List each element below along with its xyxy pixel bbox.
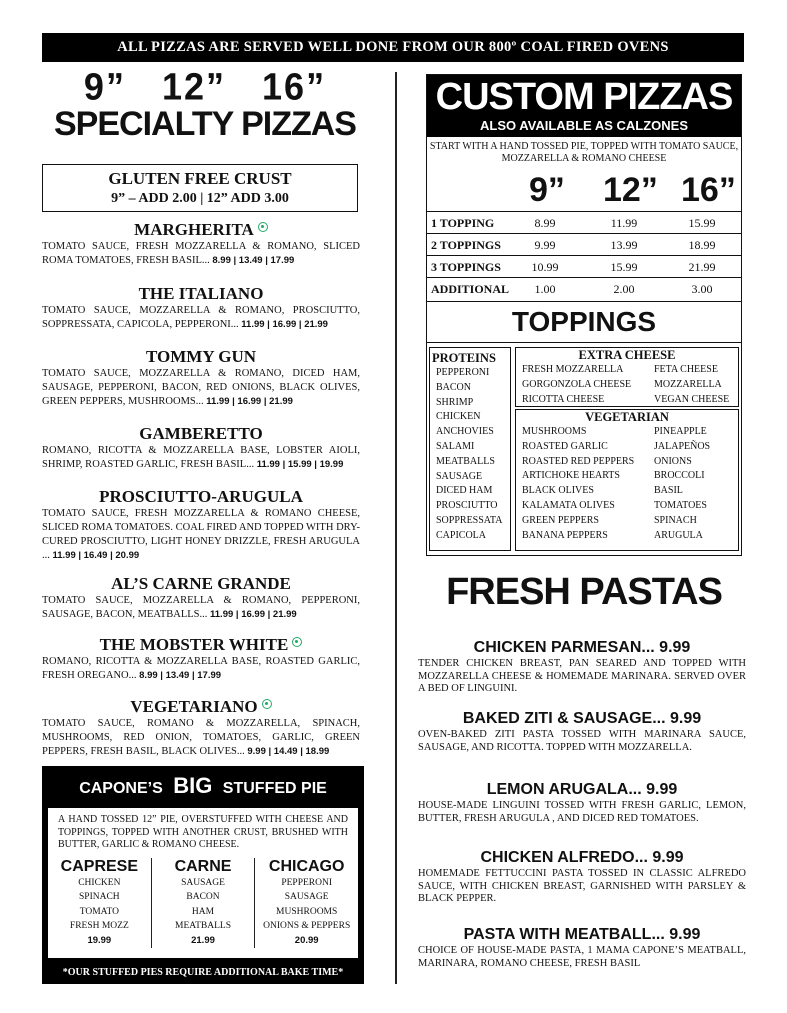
item-price: 9.99 | 14.49 | 18.99 [247,746,330,757]
cheese-item: FETA CHEESE [654,364,718,375]
stuffed-pie-title-b: STUFFED PIE [222,780,327,797]
pie-price: 21.99 [191,934,215,946]
veg-item: MUSHROOMS [522,426,587,437]
item-price: 11.99 | 15.99 | 19.99 [256,459,344,470]
stuffed-pie-options [48,858,358,948]
pasta-name: LEMON ARUGALA... 9.99 [486,781,678,798]
pie-caprese [48,858,151,948]
protein-item: SOPPRESSATA [436,514,503,526]
custom-pizzas-box [426,74,742,556]
menu-item-gamberetto [42,424,360,472]
custom-pizzas-title: CUSTOM PIZZAS [435,76,733,118]
price-row-label: 2 TOPPINGS [431,238,501,252]
item-price: 8.99 | 13.49 | 17.99 [212,255,295,266]
vegetarian-list [516,425,738,543]
proteins-box [429,347,511,551]
pie-ingredient: SAUSAGE [181,877,225,888]
vegetarian-icon [258,222,268,232]
pie-ingredient: TOMATO [79,906,119,917]
specialty-header [42,64,368,143]
pie-name: CARNE [174,857,232,875]
top-banner: ALL PIZZAS ARE SERVED WELL DONE FROM OUR 800º COAL FIRED OVENS [42,33,744,62]
item-desc: TOMATO SAUCE, MOZZARELLA & ROMANO, PROSCIUTTO, SOPPRESSATA, CAPICOLA, PEPPERONI... [42,305,360,330]
price-row [427,211,741,233]
pasta-desc: TENDER CHICKEN BREAST, PAN SEARED AND TOPPED WITH MOZZARELLA CHEESE & HOMEMADE MARINARA. SERVED OVER A BED OF LINGUINI. [418,658,746,694]
vegetarian-icon [292,637,302,647]
protein-item: BACON [436,381,472,393]
veg-item: BLACK OLIVES [522,485,594,497]
pasta-desc: HOUSE-MADE LINGUINI TOSSED WITH FRESH GARLIC, LEMON, BUTTER, FRESH ARUGULA , AND DICED RED TOMATOES. [418,800,746,824]
stuffed-pie-title-big: BIG [173,773,213,798]
size-16: 16” [681,171,736,209]
protein-item: PROSCIUTTO [436,500,498,512]
item-desc: TOMATO SAUCE, ROMANO & MOZZARELLA, SPINACH, MUSHROOMS, RED ONION, TOMATOES, GARLIC, GREEN PEPPERS, FRESH BASIL, BLACK OLIVES... [42,718,360,757]
menu-item-tommy-gun [42,347,360,409]
cheese-item: VEGAN CHEESE [654,393,730,405]
pie-price: 19.99 [87,934,112,946]
protein-item: DICED HAM [436,485,493,497]
custom-pizzas-subtitle: ALSO AVAILABLE AS CALZONES [480,118,688,133]
veg-item: GREEN PEPPERS [522,514,599,526]
stuffed-pie-box [42,766,364,984]
pie-ingredient: MUSHROOMS [276,906,338,917]
veg-item: ARTICHOKE HEARTS [522,470,620,482]
protein-item: CAPICOLA [436,529,487,541]
size-12: 12” [161,64,227,108]
veg-item: ARUGULA [654,529,703,541]
item-name: MARGHERITA [134,220,254,239]
veg-item: SPINACH [654,514,697,526]
item-desc: TOMATO SAUCE, MOZZARELLA & ROMANO, DICED HAM, SAUSAGE, PEPPERONI, BACON, RED ONIONS, BLACK OLIVES, GREEN PEPPERS, MUSHROOMS... [42,368,360,407]
specialty-title: SPECIALTY PIZZAS [53,105,356,143]
stuffed-pie-title [42,766,364,806]
menu-item-margherita [42,220,360,268]
item-desc: ROMANO, RICOTTA & MOZZARELLA BASE, ROASTED GARLIC, FRESH OREGANO... [42,656,360,681]
item-name: THE MOBSTER WHITE [99,635,289,654]
item-price: 11.99 | 16.49 | 20.99 [52,550,140,561]
menu-item-carne-grande [42,574,360,622]
custom-pizzas-intro: START WITH A HAND TOSSED PIE, TOPPED WITH TOMATO SAUCE, MOZZARELLA & ROMANO CHEESE [429,141,739,164]
protein-item: SAUSAGE [436,470,483,482]
item-desc: TOMATO SAUCE, FRESH MOZZARELLA & ROMANO, SLICED ROMA TOMATOES, FRESH BASIL... [42,241,360,266]
pie-carne [151,858,255,948]
menu-item-italiano [42,284,360,332]
price-16: 15.99 [688,216,716,230]
price-9: 10.99 [531,260,559,274]
price-9: 8.99 [534,216,556,230]
veg-item: JALAPEÑOS [654,440,711,452]
pasta-desc: CHOICE OF HOUSE-MADE PASTA, 1 MAMA CAPONE’S MEATBALL, MARINARA, ROMANO CHEESE, FRESH BASIL [418,945,746,969]
gluten-free-box [42,164,358,212]
menu-item-mobster-white [42,635,360,683]
item-name: THE ITALIANO [138,284,264,303]
custom-pizzas-header [427,75,741,137]
price-16: 18.99 [688,238,716,252]
item-price: 11.99 | 16.99 | 21.99 [206,396,293,407]
stuffed-pie-desc: A HAND TOSSED 12” PIE, OVERSTUFFED WITH CHEESE AND TOPPINGS, TOPPED WITH ANOTHER CRUST, BRUSHED WITH BUTTER, GARLIC & ROMANO CHEESE. [58,814,348,850]
price-12: 11.99 [610,216,638,230]
pasta-name: PASTA WITH MEATBALL... 9.99 [463,926,701,943]
veg-item: ROASTED GARLIC [522,440,608,452]
item-price: 8.99 | 13.49 | 17.99 [139,670,222,681]
pasta-desc: OVEN-BAKED ZITI PASTA TOSSED WITH MARINARA SAUCE, SAUSAGE, AND RICOTTA. TOPPED WITH MOZZARELLA. [418,729,746,753]
price-12: 15.99 [610,260,638,274]
price-16: 3.00 [691,282,713,296]
item-price: 11.99 | 16.99 | 21.99 [210,609,297,620]
stuffed-pie-note: *OUR STUFFED PIES REQUIRE ADDITIONAL BAKE TIME* [62,967,344,978]
pie-ingredient: CHICKEN [78,877,121,888]
pie-ingredient: SAUSAGE [284,892,329,902]
item-desc: TOMATO SAUCE, MOZZARELLA & ROMANO, PEPPERONI, SAUSAGE, BACON, MEATBALLS... [42,595,360,620]
price-row-label: 3 TOPPINGS [431,260,501,274]
pie-price: 20.99 [294,934,319,946]
item-name: TOMMY GUN [145,347,257,366]
cheese-item: GORGONZOLA CHEESE [522,378,632,390]
cheese-item: MOZZARELLA [654,378,722,390]
protein-item: MEATBALLS [436,455,495,467]
extra-cheese-list [516,363,738,407]
pie-ingredient: SPINACH [79,892,120,902]
pasta-desc: HOMEMADE FETTUCCINI PASTA TOSSED IN CLASSIC ALFREDO SAUCE, WITH CHICKEN BREAST, GARNISHED WITH PARSLEY & BLACK PEPPER. [418,868,746,904]
cheese-item: FRESH MOZZARELLA [522,364,624,375]
price-9: 9.99 [534,238,556,252]
extra-cheese-title: EXTRA CHEESE [578,348,676,362]
gluten-free-title: GLUTEN FREE CRUST [108,169,292,188]
pasta-item [418,638,746,696]
pastas-title: FRESH PASTAS [446,571,722,613]
veg-item: BROCCOLI [654,470,705,482]
column-divider [395,72,397,984]
pasta-item [418,780,746,825]
protein-item: SHRIMP [436,396,474,408]
specialty-sizes [42,64,368,108]
pasta-item [418,848,746,906]
veg-item: KALAMATA OLIVES [522,499,615,511]
pie-ingredient: PEPPERONI [281,877,333,888]
size-16: 16” [262,64,327,108]
size-9: 9” [83,64,126,108]
size-9: 9” [529,171,565,209]
pasta-item [418,925,746,970]
protein-item: ANCHOVIES [436,426,494,438]
price-row [427,255,741,277]
price-12: 13.99 [610,238,638,252]
item-name: VEGETARIANO [130,697,258,716]
protein-item: SALAMI [436,440,475,452]
vegetarian-box [515,409,739,551]
price-row [427,277,741,299]
pie-ingredient: ONIONS & PEPPERS [263,921,351,931]
toppings-title: TOPPINGS [427,301,741,343]
item-name: AL’S CARNE GRANDE [111,574,291,593]
item-desc: ROMANO, RICOTTA & MOZZARELLA BASE, LOBSTER AIOLI, SHRIMP, ROASTED GARLIC, FRESH BASIL... [42,445,360,470]
stuffed-pie-details [48,808,358,958]
protein-item: CHICKEN [436,411,481,423]
extra-cheese-box [515,347,739,407]
pasta-name: CHICKEN ALFREDO... 9.99 [480,849,684,866]
vegetarian-title: VEGETARIAN [585,410,669,424]
menu-item-prosciutto-arugula [42,487,360,563]
item-desc: TOMATO SAUCE, FRESH MOZZARELLA & ROMANO CHEESE, SLICED ROMA TOMATOES. COAL FIRED AND TOPPED WITH DRY-CURED PROSCIUTTO, LIGHT HONEY DRIZZLE, FRESH ARUGULA ... [42,508,360,561]
price-row [427,233,741,255]
price-row-label: ADDITIONAL [431,282,510,296]
pie-ingredient: HAM [191,906,215,917]
pie-name: CAPRESE [60,857,139,875]
pie-ingredient: MEATBALLS [175,921,231,931]
pie-chicago [254,858,358,948]
price-9: 1.00 [534,282,556,296]
price-16: 21.99 [688,260,716,274]
cheese-item: RICOTTA CHEESE [522,393,605,405]
menu-item-vegetariano [42,697,360,759]
item-price: 11.99 | 16.99 | 21.99 [241,319,328,330]
pie-name: CHICAGO [268,857,345,875]
stuffed-pie-title-a: CAPONE’S [79,780,163,797]
veg-item: PINEAPPLE [654,426,707,437]
pasta-item [418,709,746,754]
veg-item: TOMATOES [654,499,707,511]
custom-sizes [427,171,741,209]
veg-item: ROASTED RED PEPPERS [522,455,635,467]
pasta-name: BAKED ZITI & SAUSAGE... 9.99 [462,710,702,727]
pie-ingredient: BACON [186,892,220,902]
price-12: 2.00 [613,282,635,296]
vegetarian-icon [262,699,272,709]
veg-item: BASIL [654,485,683,497]
veg-item: BANANA PEPPERS [522,529,608,541]
gluten-free-prices: 9” – ADD 2.00 | 12” ADD 3.00 [111,191,289,206]
proteins-title: PROTEINS [432,351,496,365]
protein-item: PEPPERONI [436,367,490,378]
pie-ingredient: FRESH MOZZ [69,921,129,931]
veg-item: ONIONS [654,455,692,467]
item-name: GAMBERETTO [139,424,263,443]
pasta-name: CHICKEN PARMESAN... 9.99 [473,639,691,656]
price-row-label: 1 TOPPING [431,216,495,230]
item-name: PROSCIUTTO-ARUGULA [99,487,303,506]
size-12: 12” [603,171,658,209]
